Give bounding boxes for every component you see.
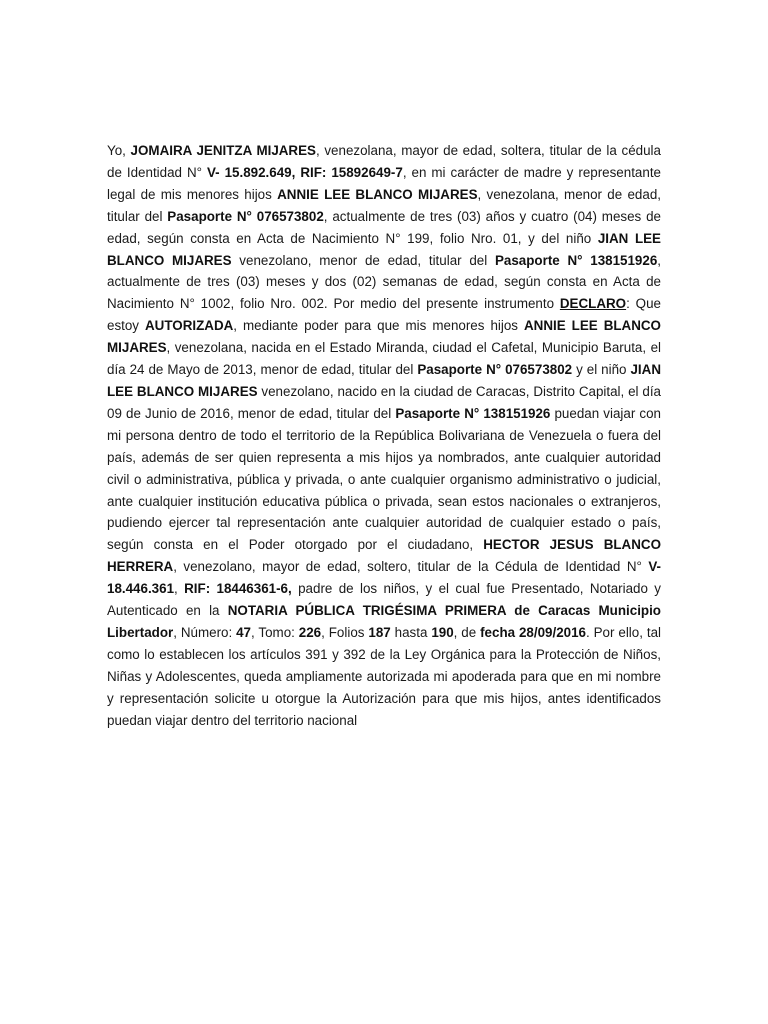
bold-text-run: V- 18.446.361: [107, 559, 661, 597]
bold-text-run: ANNIE LEE BLANCO MIJARES: [107, 318, 661, 356]
text-run: ,: [174, 581, 185, 597]
bold-text-run: Pasaporte N° 076573802: [167, 208, 324, 224]
bold-text-run: JIAN LEE BLANCO MIJARES: [107, 230, 661, 268]
text-run: , de: [453, 624, 481, 640]
bold-text-run: 190: [431, 624, 454, 640]
bold-text-run: Pasaporte N° 138151926: [494, 252, 658, 268]
bold-text-run: 187: [368, 624, 391, 640]
text-run: padre de los niños, y el cual fue Presentado, Notariado y Autenticado en la: [107, 581, 661, 619]
bold-text-run: Pasaporte N° 138151926: [395, 405, 551, 421]
bold-text-run: HECTOR JESUS BLANCO HERRERA: [107, 537, 661, 575]
text-run: , venezolano, mayor de edad, soltero, titular de la Cédula de Identidad N°: [173, 559, 649, 575]
text-run: , Tomo:: [251, 624, 299, 640]
bold-text-run: AUTORIZADA: [145, 318, 234, 334]
text-run: , actualmente de tres (03) meses y dos (02) semanas de edad, según consta en Acta de Nacimiento N° 1002, folio Nro. 002. Por medio del presente instrumento: [107, 252, 662, 312]
text-run: , venezolana, nacida en el Estado Miranda, ciudad el Cafetal, Municipio Baruta, el día 24 de Mayo de 2013, menor de edad, titular del: [107, 340, 661, 378]
bold-text-run: fecha 28/09/2016: [480, 624, 586, 640]
text-run: , actualmente de tres (03) años y cuatro (04) meses de edad, según consta en Acta de Nacimiento N° 199, folio Nro. 01, y del niño: [107, 208, 661, 246]
bold-text-run: V- 15.892.649, RIF: 15892649-7: [206, 164, 403, 180]
bold-text-run: JIAN LEE BLANCO MIJARES: [107, 362, 661, 399]
text-run: venezolano, menor de edad, titular del: [231, 252, 495, 268]
declaration-paragraph: [107, 140, 661, 731]
text-run: y el niño: [572, 362, 631, 378]
text-run: venezolano, nacido en la ciudad de Caracas, Distrito Capital, el día 09 de Junio de 2016, menor de edad, titular del: [107, 383, 661, 421]
text-run: hasta: [390, 624, 432, 640]
bold-text-run: JOMAIRA JENITZA MIJARES: [130, 143, 316, 158]
text-run: , en mi carácter de madre y representante legal de mis menores hijos: [107, 164, 661, 202]
text-run: , venezolana, menor de edad, titular del: [107, 186, 661, 224]
bold-text-run: ANNIE LEE BLANCO MIJARES: [277, 186, 478, 202]
bold-text-run: 226: [298, 624, 322, 640]
text-run: Yo,: [107, 143, 131, 158]
text-run: : Que estoy: [107, 296, 661, 334]
bold-text-run: NOTARIA PÚBLICA TRIGÉSIMA PRIMERA de Caracas Municipio Libertador: [107, 603, 661, 640]
text-run: , venezolana, mayor de edad, soltera, titular de la cédula de Identidad N°: [107, 143, 661, 180]
bold-text-run: 47: [236, 624, 252, 640]
bold-text-run: DECLARO: [559, 296, 627, 312]
text-run: puedan viajar con mi persona dentro de todo el territorio de la República Bolivariana de Venezuela o fuera del país, además de ser quien representa a mis hijos ya nombrados, ante cualquier autoridad civil o administrativa, pública y privada, o ante cualquier organismo administrativo o judicial, ante cualquier institución educativa pública o privada, sean estos nacionales o extranjeros, pudiendo ejercer tal representación ante cualquier autoridad de cualquier estado o país, según consta en el Poder otorgado por el ciudadano,: [107, 405, 661, 553]
text-run: . Por ello, tal como lo establecen los artículos 391 y 392 de la Ley Orgánica para la Protección de Niños, Niñas y Adolescentes, queda ampliamente autorizada mi apoderada para que en mi nombre y representación solicite u otorgue la Autorización para que mis hijos, antes identificados puedan viajar dentro del territorio nacional: [107, 624, 661, 728]
bold-text-run: Pasaporte N° 076573802: [417, 362, 573, 378]
text-run: , mediante poder para que mis menores hijos: [233, 318, 524, 334]
text-run: , Número:: [173, 624, 237, 640]
bold-text-run: RIF: 18446361-6,: [184, 581, 292, 597]
text-run: , Folios: [321, 624, 369, 640]
